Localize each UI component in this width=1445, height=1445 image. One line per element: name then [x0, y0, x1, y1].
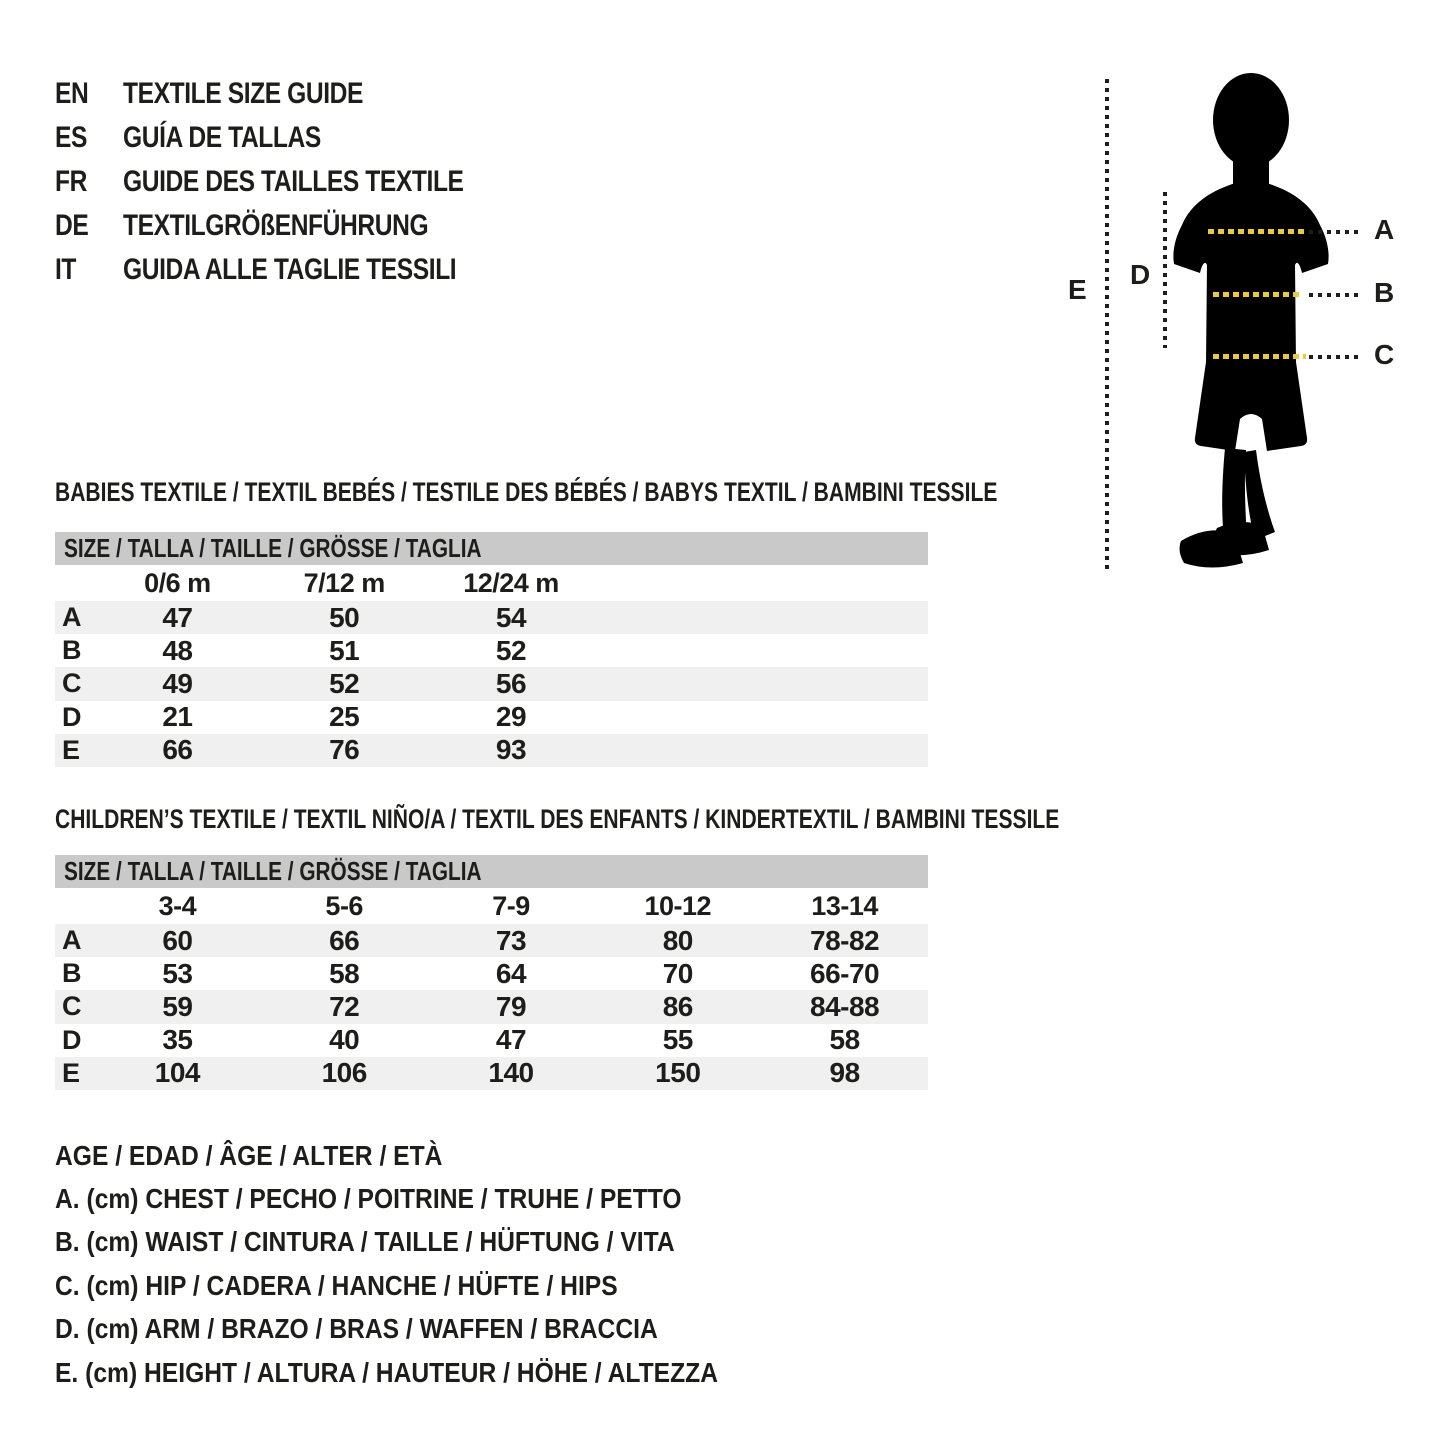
cell-value: 66 [329, 924, 360, 956]
babies-section-title [55, 477, 1263, 507]
legend-chest-text: A. (cm) CHEST / PECHO / POITRINE / TRUHE / PETTO [55, 1183, 682, 1215]
cell-value: 48 [162, 634, 193, 666]
waist-leader-dots-b [1309, 293, 1363, 297]
cell-value: 49 [162, 667, 193, 699]
language-title: GUIDE DES TAILLES TEXTILE [123, 165, 464, 198]
row-label: B [62, 635, 82, 666]
row-label: A [62, 925, 82, 956]
language-title: TEXTILGRÖßENFÜHRUNG [123, 209, 429, 242]
column-header-row [55, 888, 928, 924]
table-row-a [55, 924, 928, 957]
table-row-c [55, 990, 928, 1023]
children-section-title-text: CHILDREN’S TEXTILE / TEXTIL NIÑO/A / TEXTIL DES ENFANTS / KINDERTEXTIL / BAMBINI TESSILE [55, 803, 1060, 834]
legend-line-e [55, 1351, 808, 1394]
hip-leader-dots-c [1309, 355, 1363, 359]
row-label: C [62, 991, 82, 1022]
column-header: 7/12 m [303, 567, 385, 598]
measure-label-e: E [1068, 274, 1087, 305]
table-row-d [55, 701, 928, 734]
column-header: 5-6 [325, 890, 363, 921]
cell-value: 47 [495, 1024, 527, 1056]
table-row-c [55, 667, 928, 700]
cell-value: 59 [162, 990, 193, 1022]
cell-value: 58 [829, 1024, 860, 1056]
table-row-b [55, 957, 928, 990]
column-header: 12/24 m [463, 567, 559, 598]
chest-measure-dash-a [1208, 229, 1305, 234]
cell-value: 84-88 [810, 990, 880, 1022]
measure-label-c: C [1374, 339, 1395, 370]
language-code: EN [55, 77, 89, 110]
cell-value: 56 [495, 667, 527, 699]
cell-value: 70 [662, 957, 693, 989]
language-code: FR [55, 165, 87, 198]
size-header-label: SIZE / TALLA / TAILLE / GRÖSSE / TAGLIA [64, 856, 482, 886]
cell-value: 98 [829, 1057, 860, 1089]
chest-leader-dots-a [1309, 230, 1363, 234]
hip-measure-dash-c [1213, 354, 1306, 359]
language-code: DE [55, 209, 89, 242]
cell-value: 60 [162, 924, 193, 956]
row-label: C [62, 668, 82, 699]
measurement-legend [55, 1134, 808, 1394]
size-header-bar [55, 532, 928, 565]
silhouette-front-shoe [1180, 530, 1243, 567]
column-header: 3-4 [158, 890, 197, 921]
language-row-fr [55, 160, 538, 204]
legend-line-c [55, 1264, 808, 1307]
cell-value: 55 [662, 1024, 693, 1056]
cell-value: 140 [488, 1057, 534, 1089]
cell-value: 86 [662, 990, 693, 1022]
row-label: E [62, 734, 81, 765]
cell-value: 79 [495, 990, 527, 1022]
legend-line-b [55, 1221, 808, 1264]
children-size-table [55, 855, 928, 1090]
row-label: A [62, 602, 82, 633]
children-section-title [55, 804, 1343, 834]
legend-age-text: AGE / EDAD / ÂGE / ALTER / ETÀ [55, 1139, 443, 1171]
column-header-row [55, 565, 928, 601]
measure-label-a: A [1374, 214, 1395, 245]
language-code: ES [55, 121, 88, 154]
cell-value: 52 [329, 667, 360, 699]
column-header: 0/6 m [144, 567, 211, 598]
cell-value: 64 [495, 957, 527, 989]
row-label: E [62, 1057, 81, 1088]
silhouette-shirt [1173, 181, 1328, 372]
legend-line-age [55, 1134, 808, 1177]
cell-value: 66-70 [810, 957, 880, 989]
table-row-e [55, 734, 928, 767]
legend-height-text: E. (cm) HEIGHT / ALTURA / HAUTEUR / HÖHE / ALTEZZA [55, 1356, 718, 1388]
legend-line-d [55, 1308, 808, 1351]
cell-value: 106 [321, 1057, 367, 1089]
size-header-label: SIZE / TALLA / TAILLE / GRÖSSE / TAGLIA [64, 533, 482, 563]
language-title: GUÍA DE TALLAS [123, 121, 321, 154]
legend-line-a [55, 1177, 808, 1220]
legend-hip-text: C. (cm) HIP / CADERA / HANCHE / HÜFTE / HIPS [55, 1269, 618, 1301]
cell-value: 25 [329, 701, 360, 733]
babies-section-title-text: BABIES TEXTILE / TEXTIL BEBÉS / TESTILE DES BÉBÉS / BABYS TEXTIL / BAMBINI TESSILE [55, 476, 998, 507]
cell-value: 73 [495, 924, 527, 956]
cell-value: 104 [154, 1057, 200, 1089]
size-header-bar [55, 855, 928, 888]
row-label: D [62, 1024, 82, 1055]
silhouette-shorts [1195, 362, 1307, 451]
cell-value: 35 [162, 1024, 193, 1056]
row-label: D [62, 701, 82, 732]
column-header: 7-9 [492, 890, 530, 921]
cell-value: 72 [329, 990, 360, 1022]
column-header: 10-12 [644, 890, 712, 921]
language-row-it [55, 248, 538, 292]
legend-waist-text: B. (cm) WAIST / CINTURA / TAILLE / HÜFTUNG / VITA [55, 1226, 675, 1258]
table-row-b [55, 634, 928, 667]
cell-value: 21 [162, 701, 193, 733]
cell-value: 50 [329, 601, 360, 633]
cell-value: 47 [162, 601, 193, 633]
language-code: IT [55, 253, 77, 286]
language-title-list [55, 72, 538, 292]
language-row-de [55, 204, 538, 248]
cell-value: 66 [162, 734, 193, 766]
cell-value: 29 [495, 701, 527, 733]
table-row-e [55, 1057, 928, 1090]
language-row-en [55, 72, 538, 116]
language-title: GUIDA ALLE TAGLIE TESSILI [123, 253, 457, 286]
cell-value: 54 [495, 601, 527, 633]
waist-measure-dash-b [1213, 292, 1301, 297]
cell-value: 53 [162, 957, 193, 989]
table-row-d [55, 1024, 928, 1057]
cell-value: 78-82 [810, 924, 880, 956]
language-title: TEXTILE SIZE GUIDE [123, 77, 364, 110]
cell-value: 76 [329, 734, 360, 766]
column-header: 13-14 [811, 890, 878, 921]
row-label: B [62, 958, 82, 989]
cell-value: 93 [495, 734, 527, 766]
table-row-a [55, 601, 928, 634]
measure-label-d: D [1130, 259, 1151, 290]
cell-value: 40 [329, 1024, 360, 1056]
babies-size-table [55, 532, 928, 767]
cell-value: 51 [329, 634, 360, 666]
cell-value: 58 [329, 957, 360, 989]
measure-label-b: B [1374, 277, 1395, 308]
language-row-es [55, 116, 538, 160]
cell-value: 80 [662, 924, 693, 956]
legend-arm-text: D. (cm) ARM / BRAZO / BRAS / WAFFEN / BRACCIA [55, 1313, 658, 1345]
cell-value: 52 [495, 634, 527, 666]
cell-value: 150 [655, 1057, 701, 1089]
